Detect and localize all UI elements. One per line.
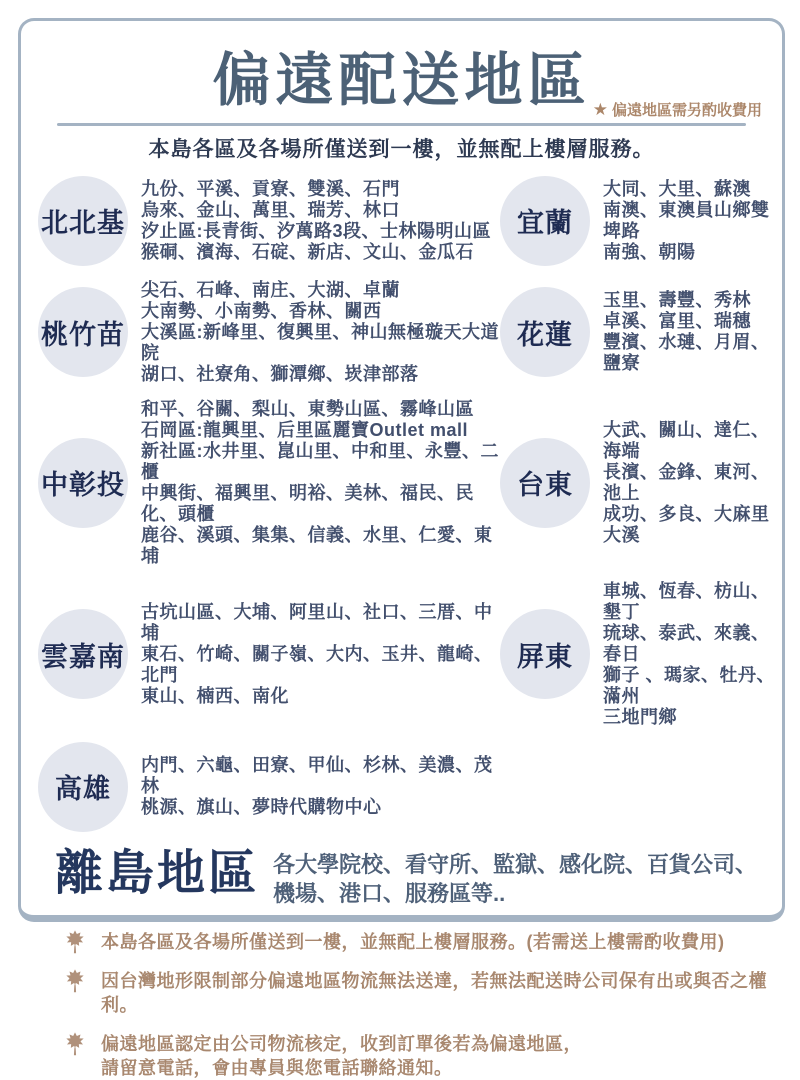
region-areas [603,420,778,546]
region-areas [141,280,500,385]
footnote-text [101,1032,582,1080]
region-name: 花蓮 [517,319,573,350]
region-area-line: 大溪區:新峰里、復興里、神山無極璇天大道院 [141,321,499,363]
footnotes [21,930,782,1080]
region-area-line: 成功、多良、大麻里 [603,503,770,524]
region-name-badge [500,287,590,377]
footnote-text [101,930,725,954]
region-area-line: 尖石、石峰、南庄、大湖、卓蘭 [141,279,400,300]
region-area-line: 大同、大里、蘇澳 [603,178,751,199]
region-name: 高雄 [55,774,111,805]
outlying-line: 機場、港口、服務區等.. [273,880,506,906]
region-area-line: 車城、恆春、枋山、墾丁 [603,580,770,622]
footnote-floor-service [65,930,782,954]
region-areas [141,755,500,818]
maple-leaf-icon [65,930,85,954]
region-area-line: 鹿谷、溪頭、集集、信義、水里、仁愛、東埔 [141,524,493,566]
region-area-line: 三地門鄉 [603,706,677,727]
header [21,21,782,119]
surcharge-note [593,99,762,120]
region-name: 台東 [517,470,573,501]
region-name: 宜蘭 [517,208,573,239]
footnote-line: 因台灣地形限制部分偏遠地區物流無法送達，若無法配送時公司保有出或與否之權利。 [101,970,767,1015]
maple-leaf-icon [65,969,85,993]
region-name-badge [38,742,128,832]
page-title: 偏遠配送地區 [212,48,591,113]
region-pingtung [500,581,778,728]
region-name-badge [500,176,590,266]
surcharge-note-text: 偏遠地區需另酌收費用 [611,102,762,119]
region-name-badge [38,176,128,266]
region-area-line: 豐濱、水璉、月眉、鹽寮 [603,332,770,374]
outlying-islands-section [21,848,782,908]
title-divider [57,123,746,126]
footnote-line: 偏遠地區認定由公司物流核定，收到訂單後若為偏遠地區， [101,1033,582,1054]
region-area-line: 東石、竹崎、關子嶺、大内、玉井、龍崎、北門 [141,643,493,685]
region-area-line: 卓溪、富里、瑞穗 [603,311,751,332]
outlying-line: 各大學院校、看守所、監獄、感化院、百貨公司、 [273,851,758,877]
region-area-line: 大南勢、小南勢、香林、關西 [141,300,382,321]
region-name-badge [38,287,128,377]
region-taozhumiao [38,280,500,385]
region-area-line: 獅子 、瑪家、牡丹、滿州 [603,664,776,706]
region-area-line: 東山、楠西、南化 [141,685,289,706]
region-area-line: 九份、平溪、貢寮、雙溪、石門 [141,178,400,199]
region-area-line: 琉球、泰武、來義、春日 [603,622,770,664]
region-hualien [500,280,778,385]
region-name: 桃竹苗 [41,319,125,350]
region-area-line: 大溪 [603,524,640,545]
region-areas [141,399,500,567]
region-area-line: 新社區:水井里、崑山里、中和里、永豐、二櫃 [141,440,499,482]
region-name-badge [500,438,590,528]
region-yilan [500,176,778,266]
region-name-badge [38,438,128,528]
region-area-line: 湖口、社寮角、獅潭鄉、崁津部落 [141,363,419,384]
region-area-line: 古坑山區、大埔、阿里山、社口、三厝、中埔 [141,601,493,643]
outlying-islands-text [273,850,757,908]
footnote-line: 本島各區及各場所僅送到一樓，並無配上樓層服務。(若需送上樓需酌收費用) [101,931,725,952]
region-area-line: 長濱、金鋒、東河、池上 [603,461,770,503]
region-yunjianan [38,581,500,728]
region-area-line: 和平、谷關、梨山、東勢山區、霧峰山區 [141,398,474,419]
maple-leaf-icon [65,1032,85,1056]
region-name-badge [500,609,590,699]
region-area-line: 烏來、金山、萬里、瑞芳、林口 [141,199,400,220]
region-area-line: 内門、六龜、田寮、甲仙、杉林、美濃、茂林 [141,755,493,797]
star-icon: ★ [592,100,608,119]
footnote-text [101,969,782,1017]
region-area-line: 桃源、旗山、夢時代購物中心 [141,797,382,818]
region-taitung [500,399,778,567]
region-areas [603,290,778,374]
region-area-line: 大武、關山、達仁、海端 [603,419,770,461]
region-area-line: 汐止區:長青街、汐萬路3段、士林陽明山區 [141,220,492,241]
outlying-islands-heading: 離島地區 [55,846,260,900]
region-name: 北北基 [41,208,125,239]
region-name: 中彰投 [41,470,125,501]
region-zhongzhangtou [38,399,500,567]
remote-delivery-card [18,18,785,1078]
region-beibeiji [38,176,500,266]
region-name: 雲嘉南 [41,641,125,672]
region-area-line: 南強、朝陽 [603,241,696,262]
region-area-line: 中興街、福興里、明裕、美林、福民、民化、頭櫃 [141,482,474,524]
region-areas [603,179,778,263]
region-areas [141,179,491,263]
footnote-line: 請留意電話，會由專員與您電話聯絡通知。 [101,1057,453,1078]
region-areas [603,581,778,728]
footnote-phone-contact [65,1032,782,1080]
region-kaohsiung [38,742,500,832]
region-area-line: 玉里、壽豐、秀林 [603,290,751,311]
region-name-badge [38,609,128,699]
region-area-line: 猴硐、濱海、石碇、新店、文山、金瓜石 [141,241,474,262]
region-name: 屏東 [517,641,573,672]
regions-grid [21,163,782,832]
footnote-terrain-limit [65,969,782,1017]
subtitle: 本島各區及各場所僅送到一樓，並無配上樓層服務。 [148,137,655,161]
region-area-line: 石岡區:龍興里、后里區麗寶Outlet mall [141,419,469,440]
region-area-line: 南澳、東澳員山鄉雙埤路 [603,199,770,241]
region-areas [141,602,500,707]
